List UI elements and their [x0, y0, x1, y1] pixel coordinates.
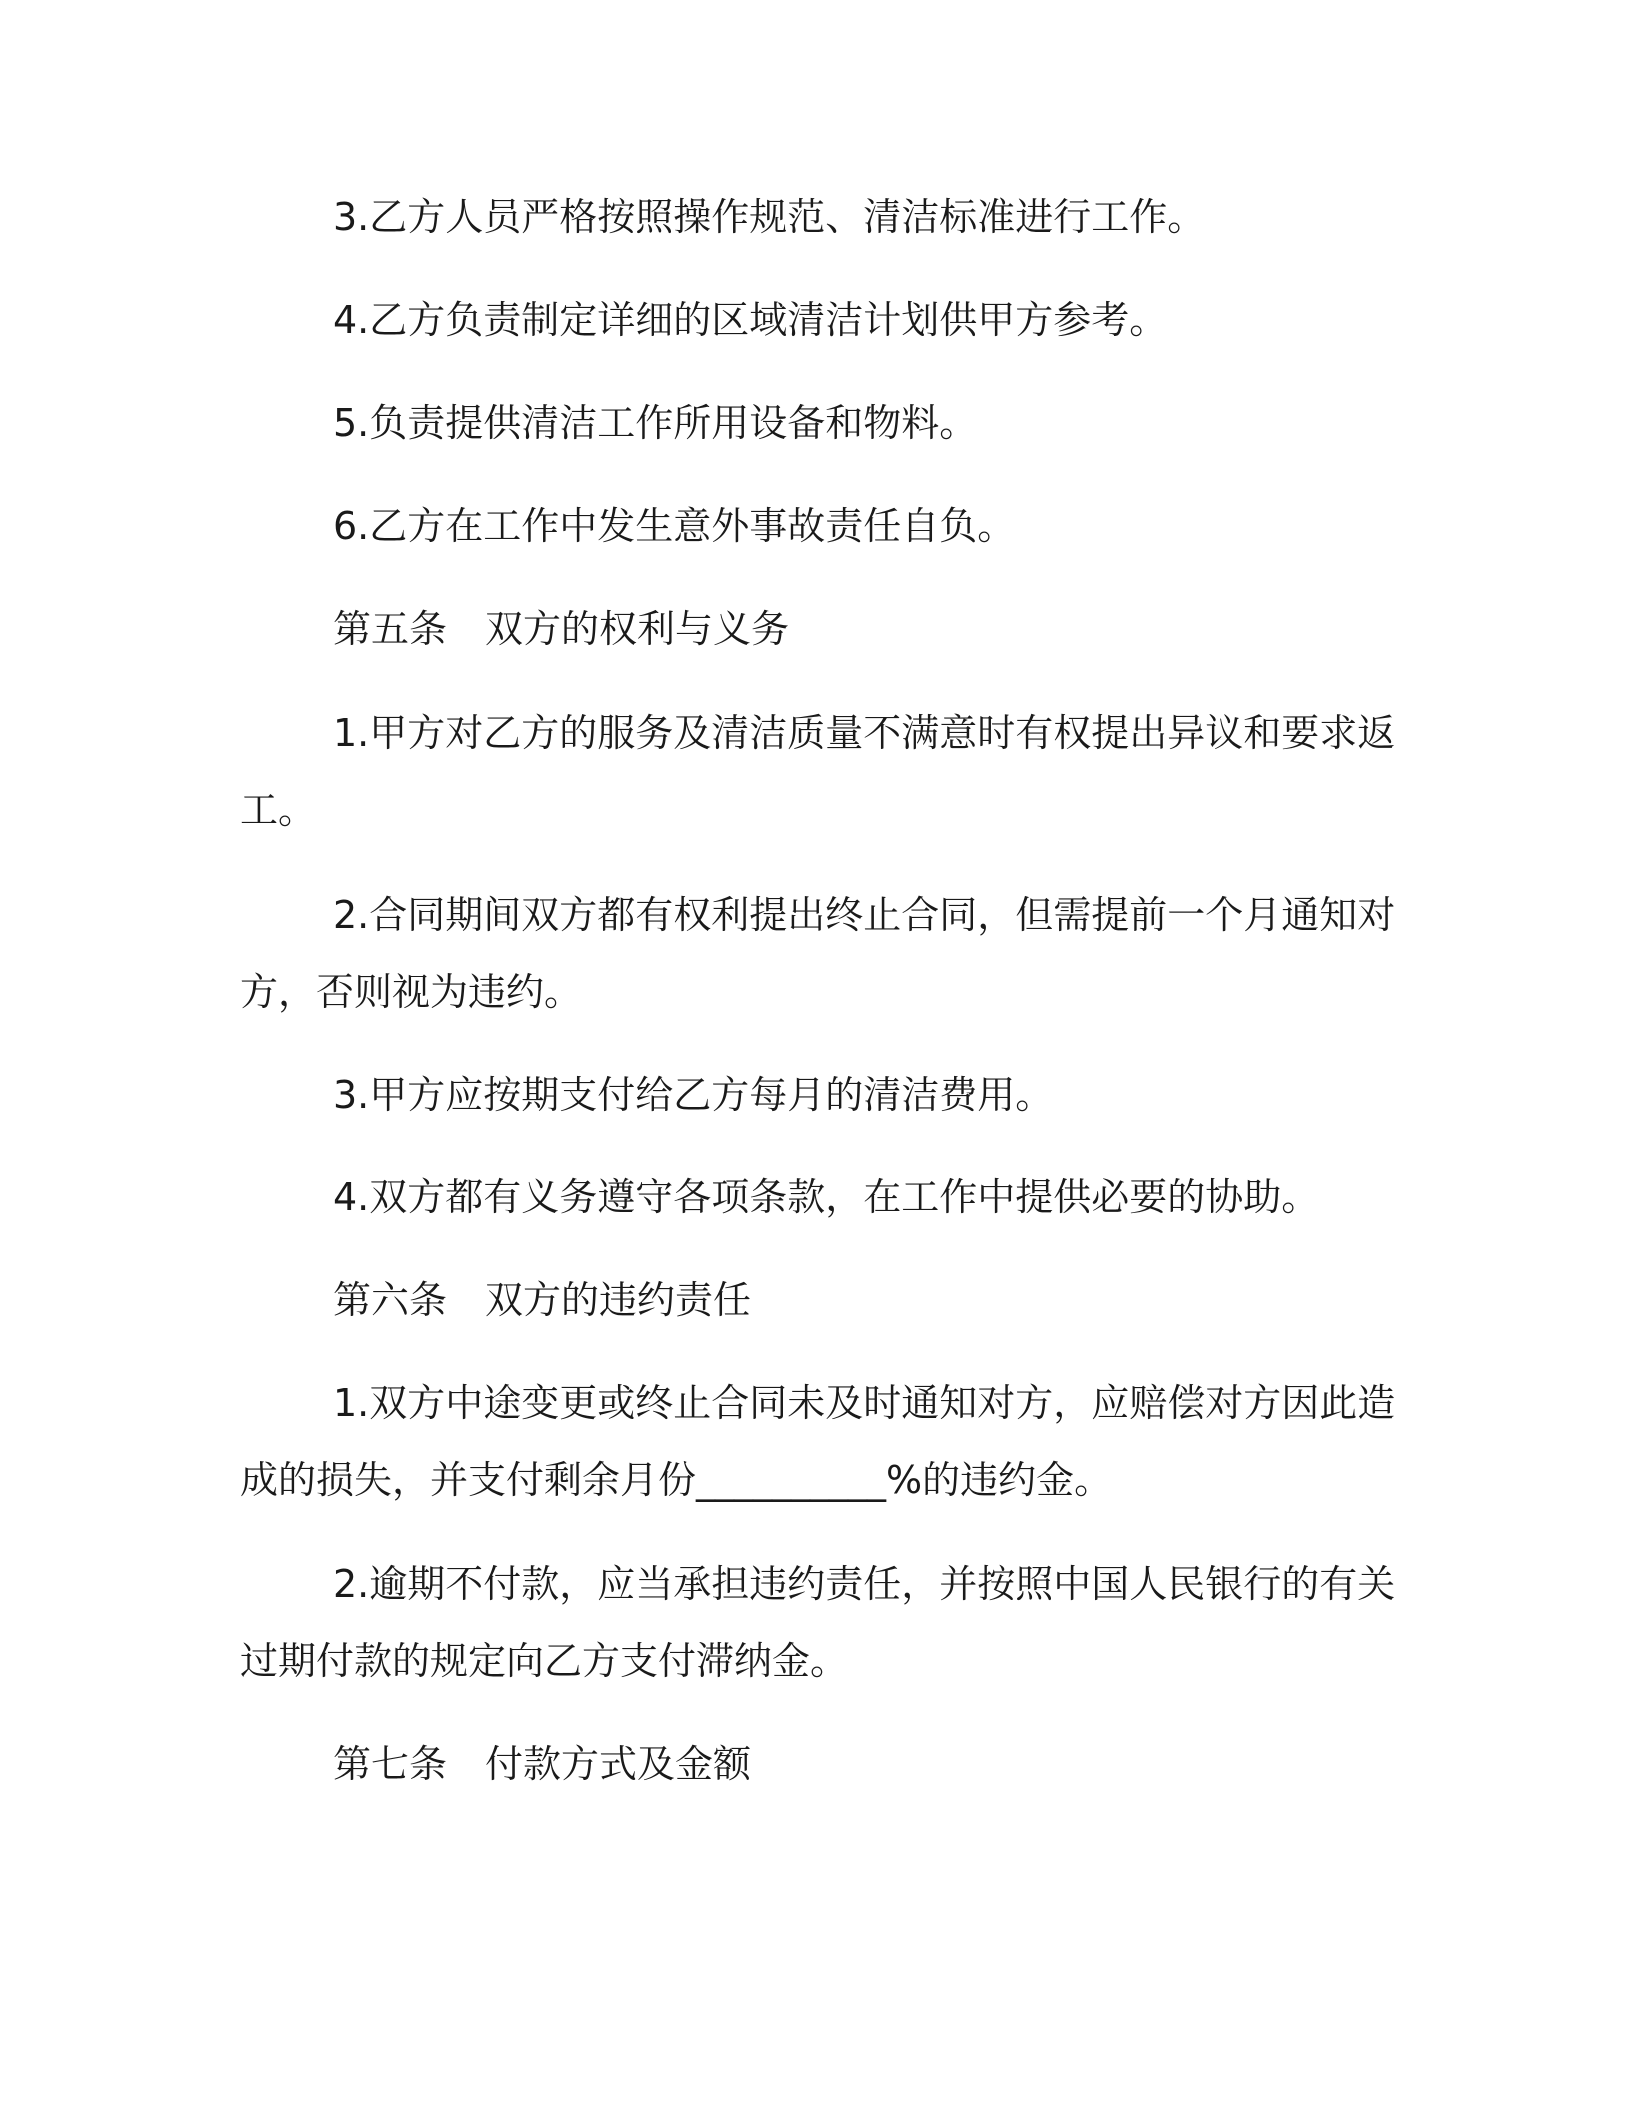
clause-6-item-2-line-2: 过期付款的规定向乙方支付滞纳金。: [240, 1639, 849, 1683]
clause-5-item-3: 3.甲方应按期支付给乙方每月的清洁费用。: [333, 1073, 1054, 1117]
clause-6-item-1-line-1: 1.双方中途变更或终止合同未及时通知对方，应赔偿对方因此造: [333, 1381, 1396, 1425]
clause-5-item-2-line-1: 2.合同期间双方都有权利提出终止合同，但需提前一个月通知对: [333, 893, 1396, 937]
section-heading-article-7: 第七条 付款方式及金额: [333, 1742, 752, 1786]
clause-5-item-4: 4.双方都有义务遵守各项条款，在工作中提供必要的协助。: [333, 1175, 1320, 1219]
clause-4-item-5: 5.负责提供清洁工作所用设备和物料。: [333, 401, 978, 445]
clause-6-item-1-line-2: 成的损失，并支付剩余月份__________%的违约金。: [240, 1458, 1113, 1502]
clause-4-item-6: 6.乙方在工作中发生意外事故责任自负。: [333, 504, 1016, 548]
section-heading-article-6: 第六条 双方的违约责任: [333, 1278, 752, 1322]
clause-4-item-3: 3.乙方人员严格按照操作规范、清洁标准进行工作。: [333, 195, 1206, 239]
clause-5-item-1-line-2: 工。: [240, 788, 317, 832]
clause-5-item-1-line-1: 1.甲方对乙方的服务及清洁质量不满意时有权提出异议和要求返: [333, 711, 1396, 755]
section-heading-article-5: 第五条 双方的权利与义务: [333, 607, 790, 651]
clause-5-item-2-line-2: 方，否则视为违约。: [240, 970, 583, 1014]
clause-6-item-2-line-1: 2.逾期不付款，应当承担违约责任，并按照中国人民银行的有关: [333, 1562, 1396, 1606]
clause-4-item-4: 4.乙方负责制定详细的区域清洁计划供甲方参考。: [333, 298, 1168, 342]
